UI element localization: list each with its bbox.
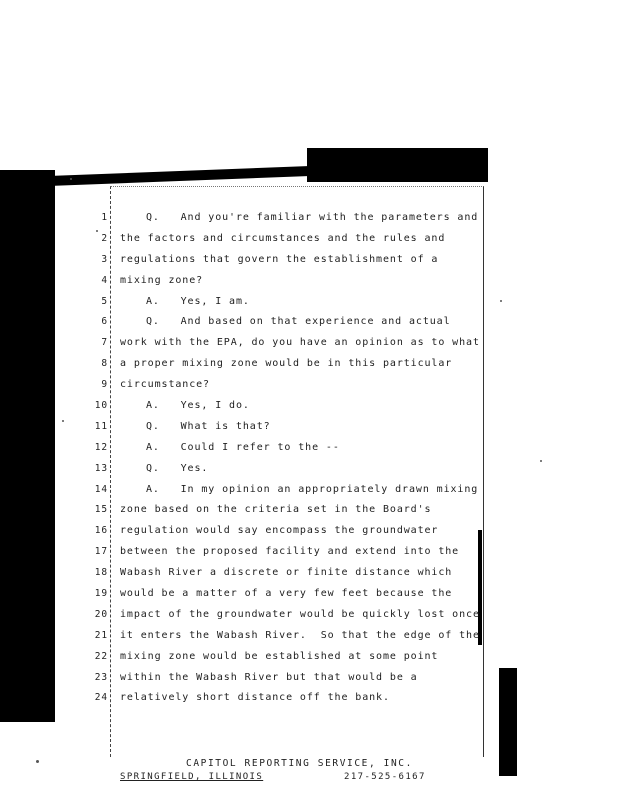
line-text: Q. And you're familiar with the parameters and [146, 212, 479, 223]
line-text: the factors and circumstances and the rules and [120, 232, 446, 244]
line-text: regulation would say encompass the groundwater [120, 525, 439, 537]
transcript-line [0, 480, 618, 501]
transcript-line [0, 563, 618, 584]
line-number: 20 [94, 608, 108, 620]
line-text: it enters the Wabash River. So that the edge of the [120, 629, 480, 641]
transcript-body [0, 208, 618, 709]
line-text: regulations that govern the establishment of a [120, 253, 439, 265]
scan-artifact-slant-edge [55, 166, 310, 186]
line-number: 17 [94, 546, 108, 558]
line-text: work with the EPA, do you have an opinion as to what [120, 337, 480, 349]
line-number: 22 [94, 650, 108, 662]
transcript-line [0, 417, 618, 438]
line-number: 21 [94, 629, 108, 641]
line-text: Wabash River a discrete or finite distance which [120, 567, 453, 579]
line-text: A. In my opinion an appropriately drawn mixing [146, 483, 479, 495]
transcript-line [0, 647, 618, 668]
line-text: Q. And based on that experience and actual [146, 316, 451, 328]
line-text: relatively short distance off the bank. [120, 692, 390, 704]
transcript-line [0, 375, 618, 396]
line-number: 3 [101, 253, 108, 265]
transcript-line [0, 333, 618, 354]
line-number: 9 [101, 379, 108, 391]
transcript-line [0, 208, 618, 229]
transcript-line [0, 542, 618, 563]
transcript-line [0, 688, 618, 709]
transcript-line [0, 626, 618, 647]
transcript-line [0, 271, 618, 292]
line-text: impact of the groundwater would be quickly lost once [120, 608, 480, 620]
line-text: circumstance? [120, 379, 210, 391]
transcript-line [0, 500, 618, 521]
line-number: 4 [101, 274, 108, 286]
line-number: 19 [94, 588, 108, 600]
line-text: zone based on the criteria set in the Board's [120, 504, 432, 516]
line-number: 1 [101, 212, 108, 223]
line-number: 5 [101, 295, 108, 307]
line-text: Q. Yes. [146, 462, 209, 474]
line-number: 7 [101, 337, 108, 349]
line-text: mixing zone would be established at some point [120, 650, 439, 662]
transcript-line [0, 584, 618, 605]
transcript-line [0, 438, 618, 459]
line-number: 18 [94, 567, 108, 579]
transcript-line [0, 459, 618, 480]
transcript-line [0, 312, 618, 333]
line-number: 15 [94, 504, 108, 516]
transcript-line [0, 605, 618, 626]
line-text: A. Could I refer to the -- [146, 441, 340, 453]
footer-company: CAPITOL REPORTING SERVICE, INC. [186, 758, 413, 769]
line-number: 12 [94, 441, 108, 453]
footer-location: SPRINGFIELD, ILLINOIS [120, 772, 264, 782]
line-number: 2 [101, 232, 108, 244]
transcript-line [0, 668, 618, 689]
line-text: A. Yes, I do. [146, 400, 250, 412]
transcript-line [0, 396, 618, 417]
line-text: A. Yes, I am. [146, 295, 250, 307]
transcript-line [0, 229, 618, 250]
transcript-line [0, 250, 618, 271]
line-number: 6 [101, 316, 108, 328]
line-number: 14 [94, 483, 108, 495]
line-text: between the proposed facility and extend into the [120, 546, 460, 558]
line-text: Q. What is that? [146, 420, 271, 432]
line-number: 24 [94, 692, 108, 704]
line-text: mixing zone? [120, 274, 204, 286]
line-number: 8 [101, 358, 108, 370]
line-number: 23 [94, 671, 108, 683]
scan-speck [36, 760, 39, 763]
line-text: a proper mixing zone would be in this particular [120, 358, 453, 370]
line-number: 10 [94, 400, 108, 412]
transcript-line [0, 521, 618, 542]
line-text: would be a matter of a very few feet because the [120, 588, 453, 600]
line-number: 16 [94, 525, 108, 537]
line-number: 11 [94, 420, 108, 432]
line-number: 13 [94, 462, 108, 474]
transcript-line [0, 292, 618, 313]
line-text: within the Wabash River but that would be a [120, 671, 418, 683]
transcript-line [0, 354, 618, 375]
footer-phone: 217-525-6167 [344, 772, 426, 782]
scan-artifact-redaction-block [307, 148, 488, 182]
scan-speck [70, 178, 72, 180]
